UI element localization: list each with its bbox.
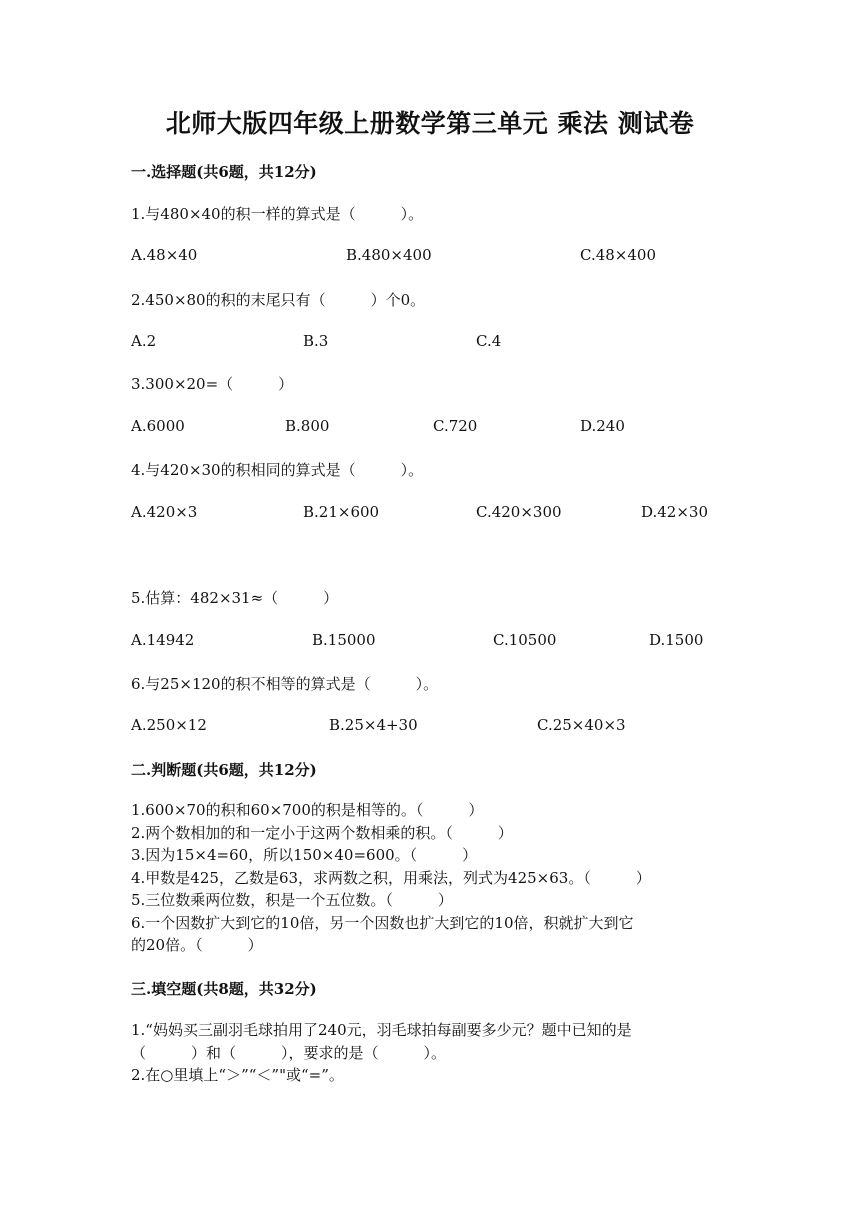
question-stem: 1.与480×40的积一样的算式是（ ）。	[131, 205, 424, 223]
section-heading-choice: 一.选择题(共6题，共12分)	[131, 163, 317, 181]
list-item: 2.在○里填上“＞”“＜”"或“=”。	[131, 1066, 344, 1084]
judgement-list	[131, 799, 731, 957]
list-item: 3.因为15×4=60，所以150×40=600。（ ）	[131, 846, 478, 864]
list-item: 1.“妈妈买三副羽毛球拍用了240元，羽毛球拍每副要多少元？题中已知的是	[131, 1021, 632, 1039]
option-b: B.480×400	[346, 246, 432, 264]
option-a: A.250×12	[131, 716, 207, 734]
option-a: A.420×3	[131, 503, 198, 521]
option-a: A.2	[131, 332, 157, 350]
option-d: D.1500	[649, 631, 704, 649]
option-c: C.720	[433, 417, 478, 435]
option-a: A.14942	[131, 631, 195, 649]
list-item: （ ）和（ ），要求的是（ ）。	[131, 1043, 447, 1062]
section-heading-judgement: 二.判断题(共6题，共12分)	[131, 761, 317, 779]
page-title: 北师大版四年级上册数学第三单元 乘法 测试卷	[165, 109, 695, 138]
question-stem: 5.估算：482×31≈（ ）	[131, 589, 339, 607]
option-d: D.240	[580, 417, 625, 435]
section-heading-fill-in: 三.填空题(共8题，共32分)	[131, 980, 317, 998]
list-item: 6.一个因数扩大到它的10倍，另一个因数也扩大到它的10倍，积就扩大到它	[131, 913, 634, 932]
question-stem: 4.与420×30的积相同的算式是（ ）。	[131, 461, 424, 479]
list-item: 5.三位数乘两位数，积是一个五位数。（ ）	[131, 891, 453, 909]
option-c: C.4	[476, 332, 502, 350]
option-a: A.6000	[131, 417, 185, 435]
list-item: 4.甲数是425，乙数是63，求两数之积，用乘法，列式为425×63。（ ）	[131, 868, 651, 887]
option-c: C.48×400	[580, 246, 656, 264]
option-c: C.25×40×3	[537, 716, 626, 734]
option-b: B.21×600	[303, 503, 380, 521]
list-item: 1.600×70的积和60×700的积是相等的。（ ）	[131, 801, 484, 819]
option-b: B.15000	[312, 631, 376, 649]
list-item: 的20倍。（ ）	[131, 936, 263, 954]
option-a: A.48×40	[131, 246, 198, 264]
option-b: B.3	[303, 332, 329, 350]
question-stem: 2.450×80的积的末尾只有（ ）个0。	[131, 291, 426, 309]
option-d: D.42×30	[641, 503, 709, 521]
option-c: C.10500	[493, 631, 557, 649]
option-c: C.420×300	[476, 503, 562, 521]
list-item: 2.两个数相加的和一定小于这两个数相乘的积。（ ）	[131, 823, 513, 842]
option-b: B.800	[285, 417, 330, 435]
question-stem: 3.300×20=（ ）	[131, 375, 294, 393]
fill-in-list	[131, 1019, 731, 1087]
option-b: B.25×4+30	[329, 716, 418, 734]
question-stem: 6.与25×120的积不相等的算式是（ ）。	[131, 675, 439, 693]
